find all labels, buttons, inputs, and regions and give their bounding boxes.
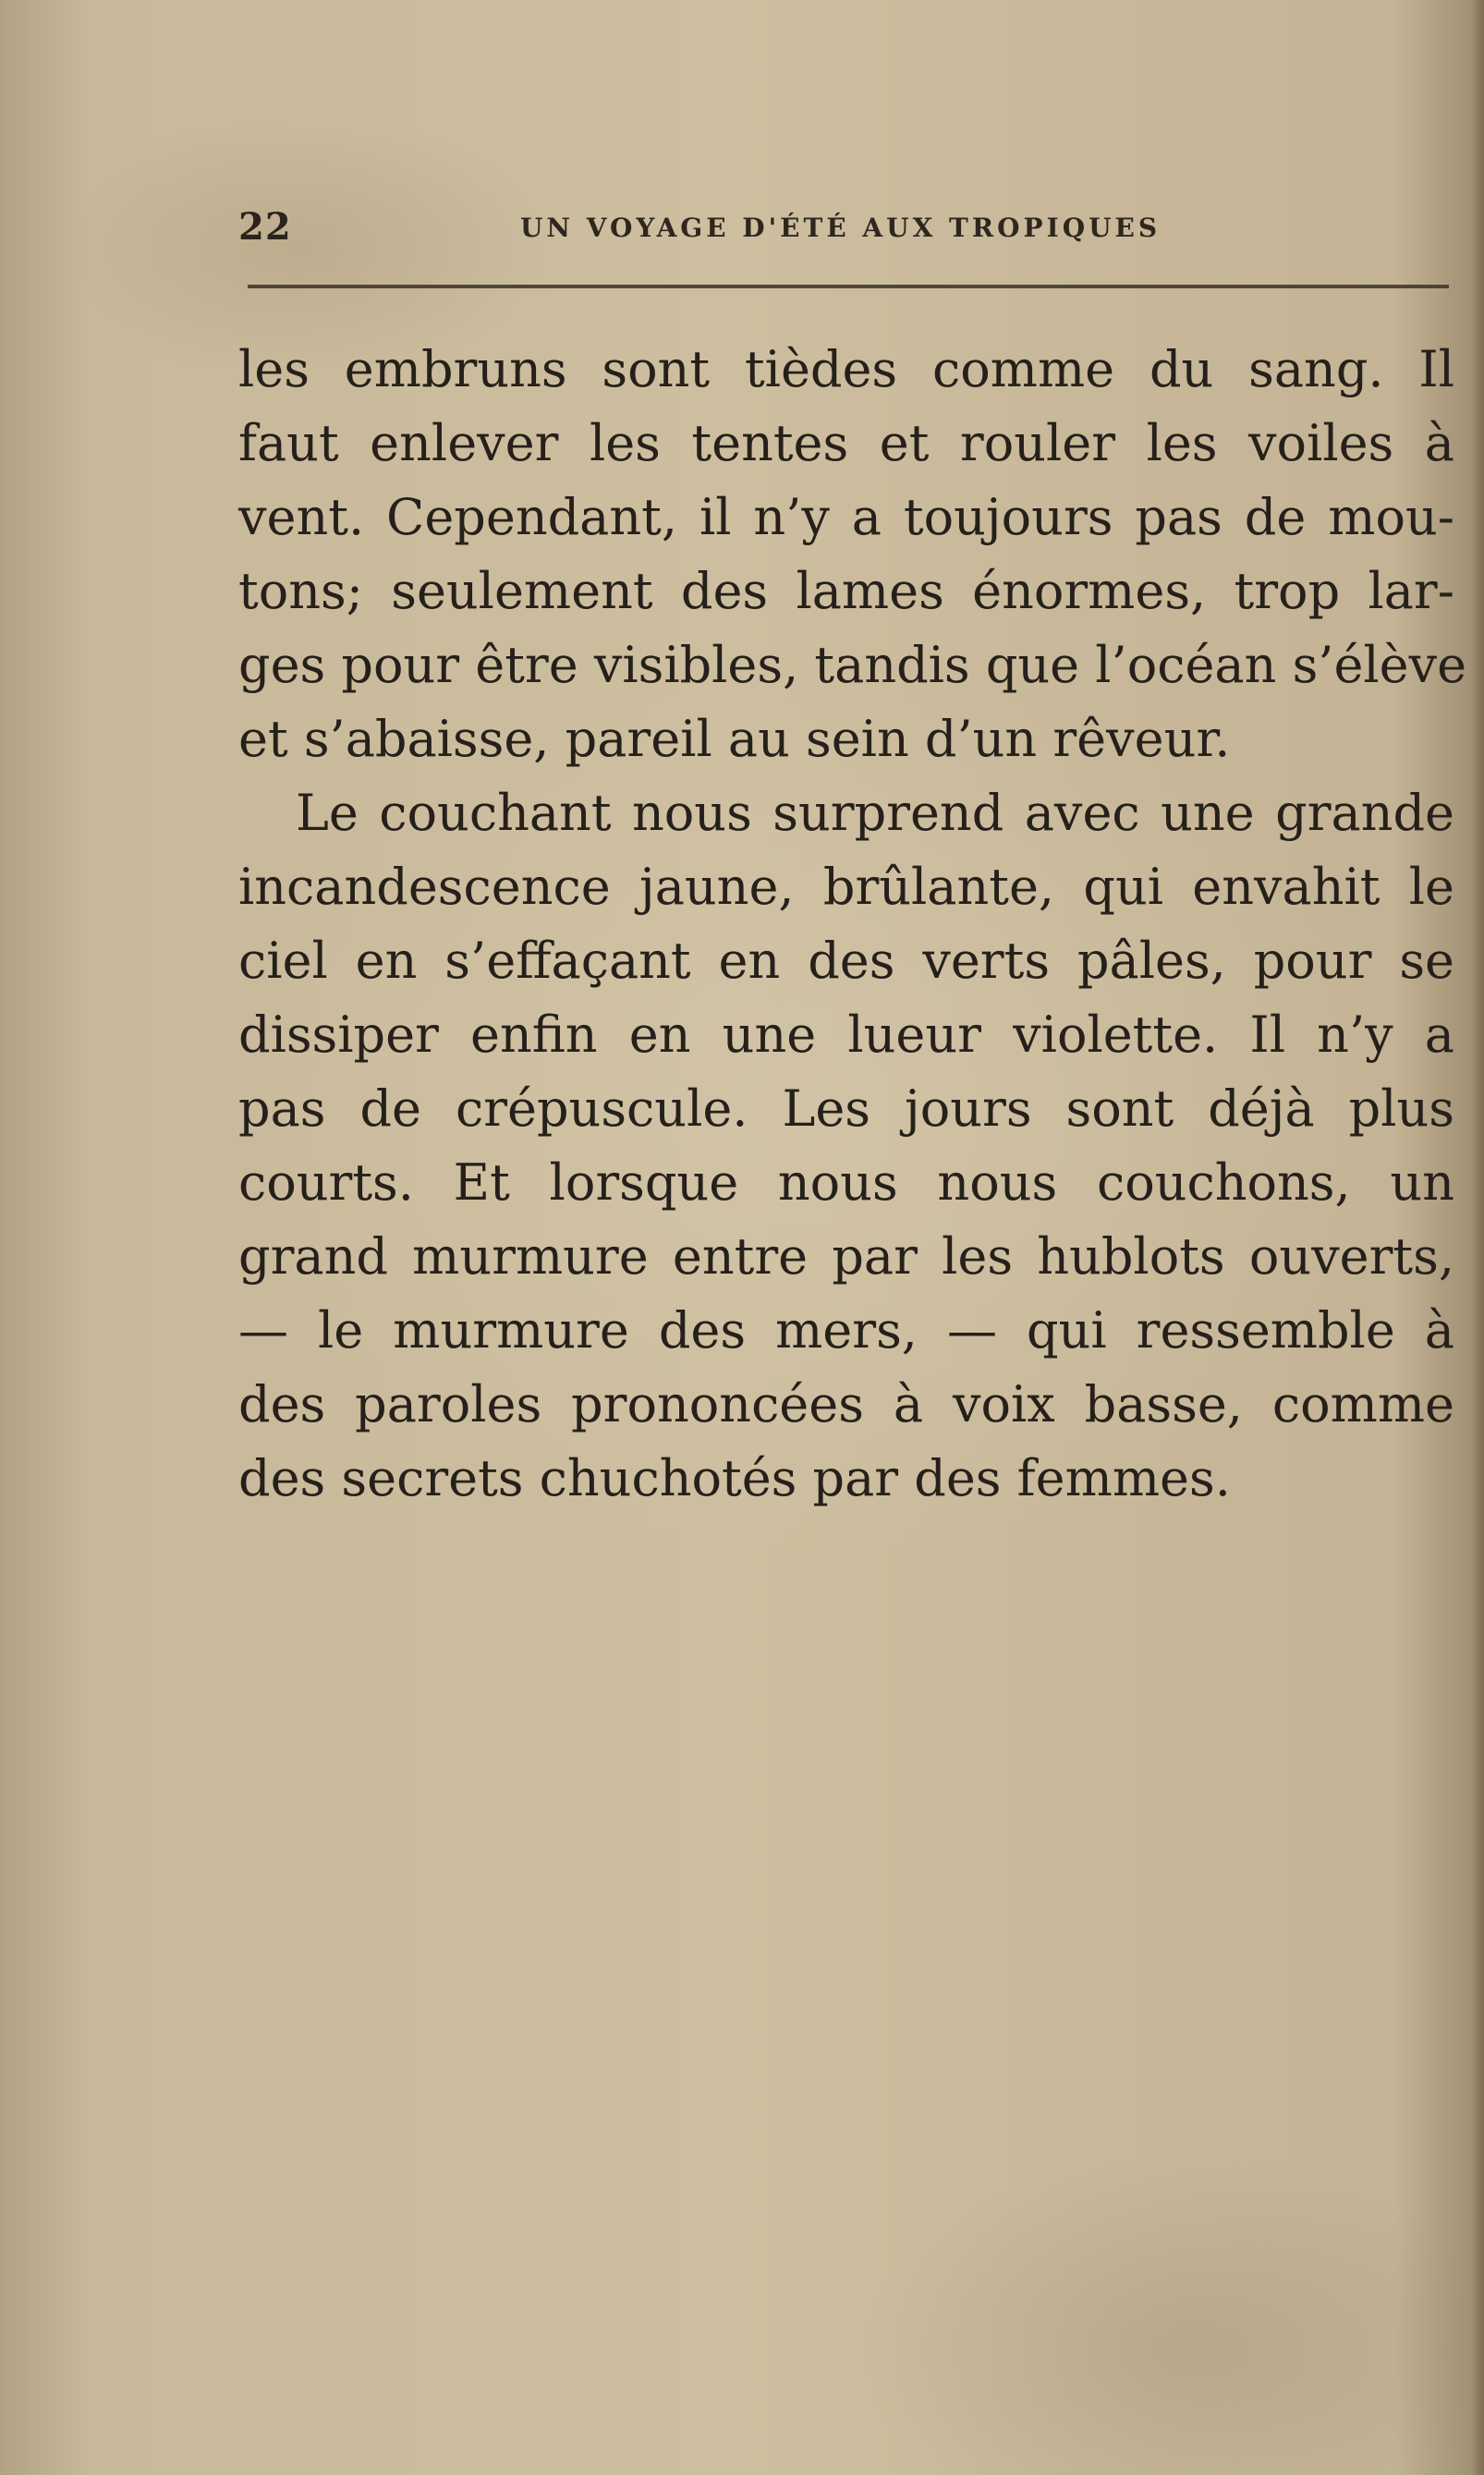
text-line: — le murmure des mers, — qui ressemble à [238, 1301, 1454, 1359]
page-number: 22 [238, 205, 292, 249]
text-line: courts. Et lorsque nous nous couchons, un [238, 1153, 1454, 1212]
text-line: pas de crépuscule. Les jours sont déjà plus [238, 1079, 1454, 1138]
text-line: ges pour être visibles, tandis que l’océan s’élève [238, 636, 1467, 694]
text-line: faut enlever les tentes et rouler les voiles à [238, 414, 1454, 472]
text-line: ciel en s’effaçant en des verts pâles, pour se [238, 932, 1454, 990]
text-line: des secrets chuchotés par des femmes. [238, 1449, 1231, 1507]
page-edge-shadow [1471, 0, 1484, 2475]
text-line: Le couchant nous surprend avec une grande [296, 784, 1454, 842]
text-line: des paroles prononcées à voix basse, comme [238, 1375, 1454, 1433]
text-line: vent. Cependant, il n’y a toujours pas de mou- [238, 488, 1454, 546]
text-line: et s’abaisse, pareil au sein d’un rêveur. [238, 710, 1231, 768]
text-line: grand murmure entre par les hublots ouverts, [238, 1227, 1454, 1286]
header-rule [248, 285, 1449, 288]
text-line: incandescence jaune, brûlante, qui envahit le [238, 858, 1454, 916]
text-line: dissiper enfin en une lueur violette. Il n’y a [238, 1006, 1454, 1064]
running-header [238, 205, 1444, 261]
running-title: UN VOYAGE D'ÉTÉ AUX TROPIQUES [520, 213, 1162, 243]
text-line: les embruns sont tièdes comme du sang. Il [238, 340, 1454, 398]
text-line: tons; seulement des lames énormes, trop lar- [238, 562, 1454, 620]
body-text [238, 333, 1467, 1516]
